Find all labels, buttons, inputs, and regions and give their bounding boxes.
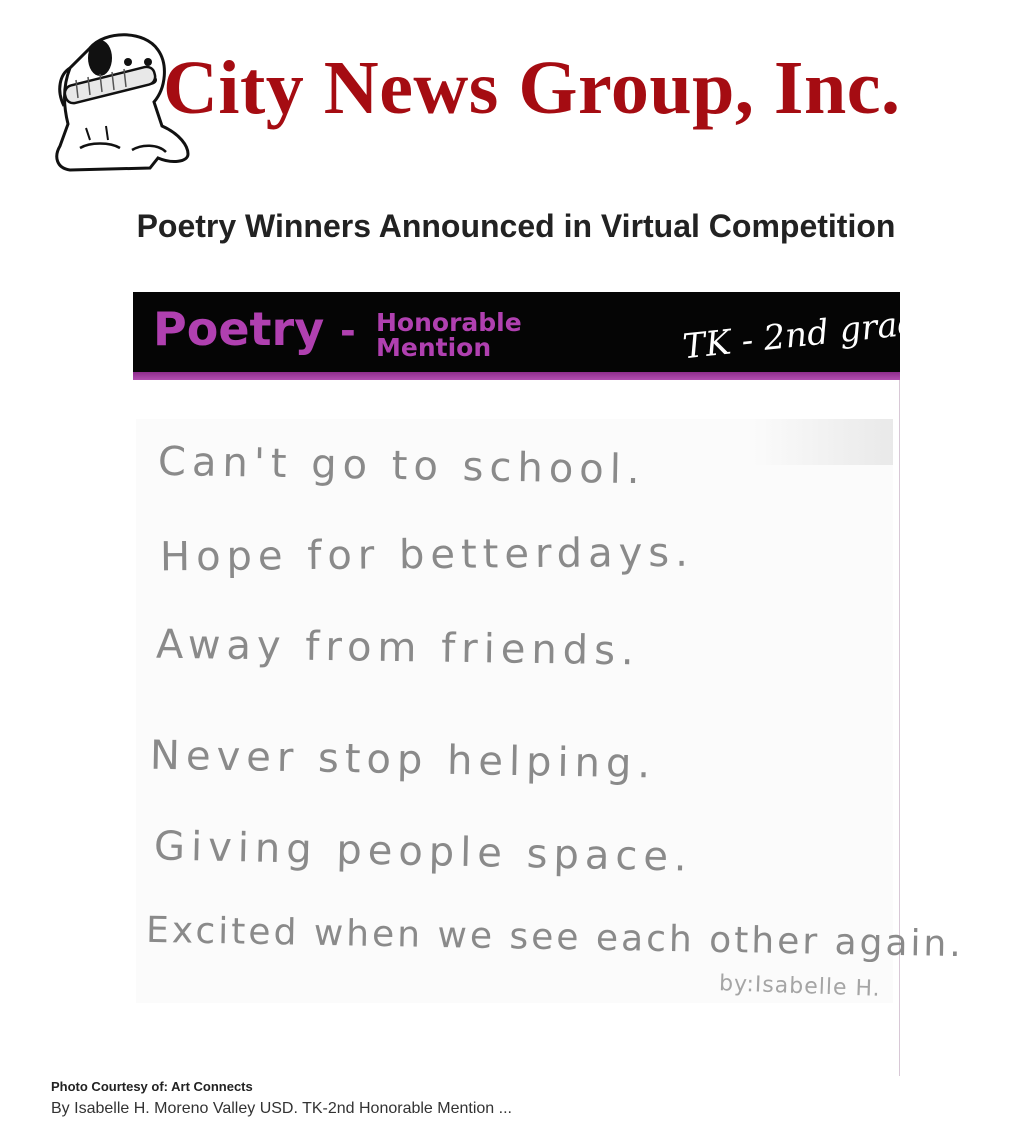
- banner-award-line1: Honorable: [376, 308, 522, 337]
- banner-stripe: [133, 372, 900, 380]
- banner-award: [376, 310, 522, 360]
- banner-separator: -: [340, 309, 356, 353]
- poem-line: Never stop helping.: [149, 732, 657, 788]
- poem-line: Giving people space.: [153, 823, 694, 881]
- poem-line: Away from friends.: [155, 621, 641, 675]
- poem-line: Hope for betterdays.: [159, 529, 695, 581]
- banner-grade-text: TK - 2nd grade: [680, 300, 942, 368]
- photo-credit: Photo Courtesy of: Art Connects: [51, 1079, 253, 1094]
- banner-grade: [680, 300, 942, 368]
- photo-caption: By Isabelle H. Moreno Valley USD. TK-2nd Honorable Mention ...: [51, 1100, 512, 1117]
- banner-title: Poetry: [153, 302, 325, 356]
- poetry-banner: [133, 292, 942, 372]
- brand-name: City News Group, Inc.: [163, 46, 901, 130]
- poem-line: Excited when we see each other again.: [145, 909, 965, 966]
- poem-line: Can't go to school.: [157, 438, 646, 494]
- poem: [136, 419, 965, 1003]
- article-headline: Poetry Winners Announced in Virtual Competition: [136, 208, 896, 244]
- poem-signature: by:Isabelle H.: [718, 971, 882, 1002]
- article-photo[interactable]: [133, 292, 965, 1076]
- poem-paper: [136, 419, 965, 1003]
- masthead: [50, 28, 980, 178]
- banner-award-line2: Mention: [376, 333, 492, 362]
